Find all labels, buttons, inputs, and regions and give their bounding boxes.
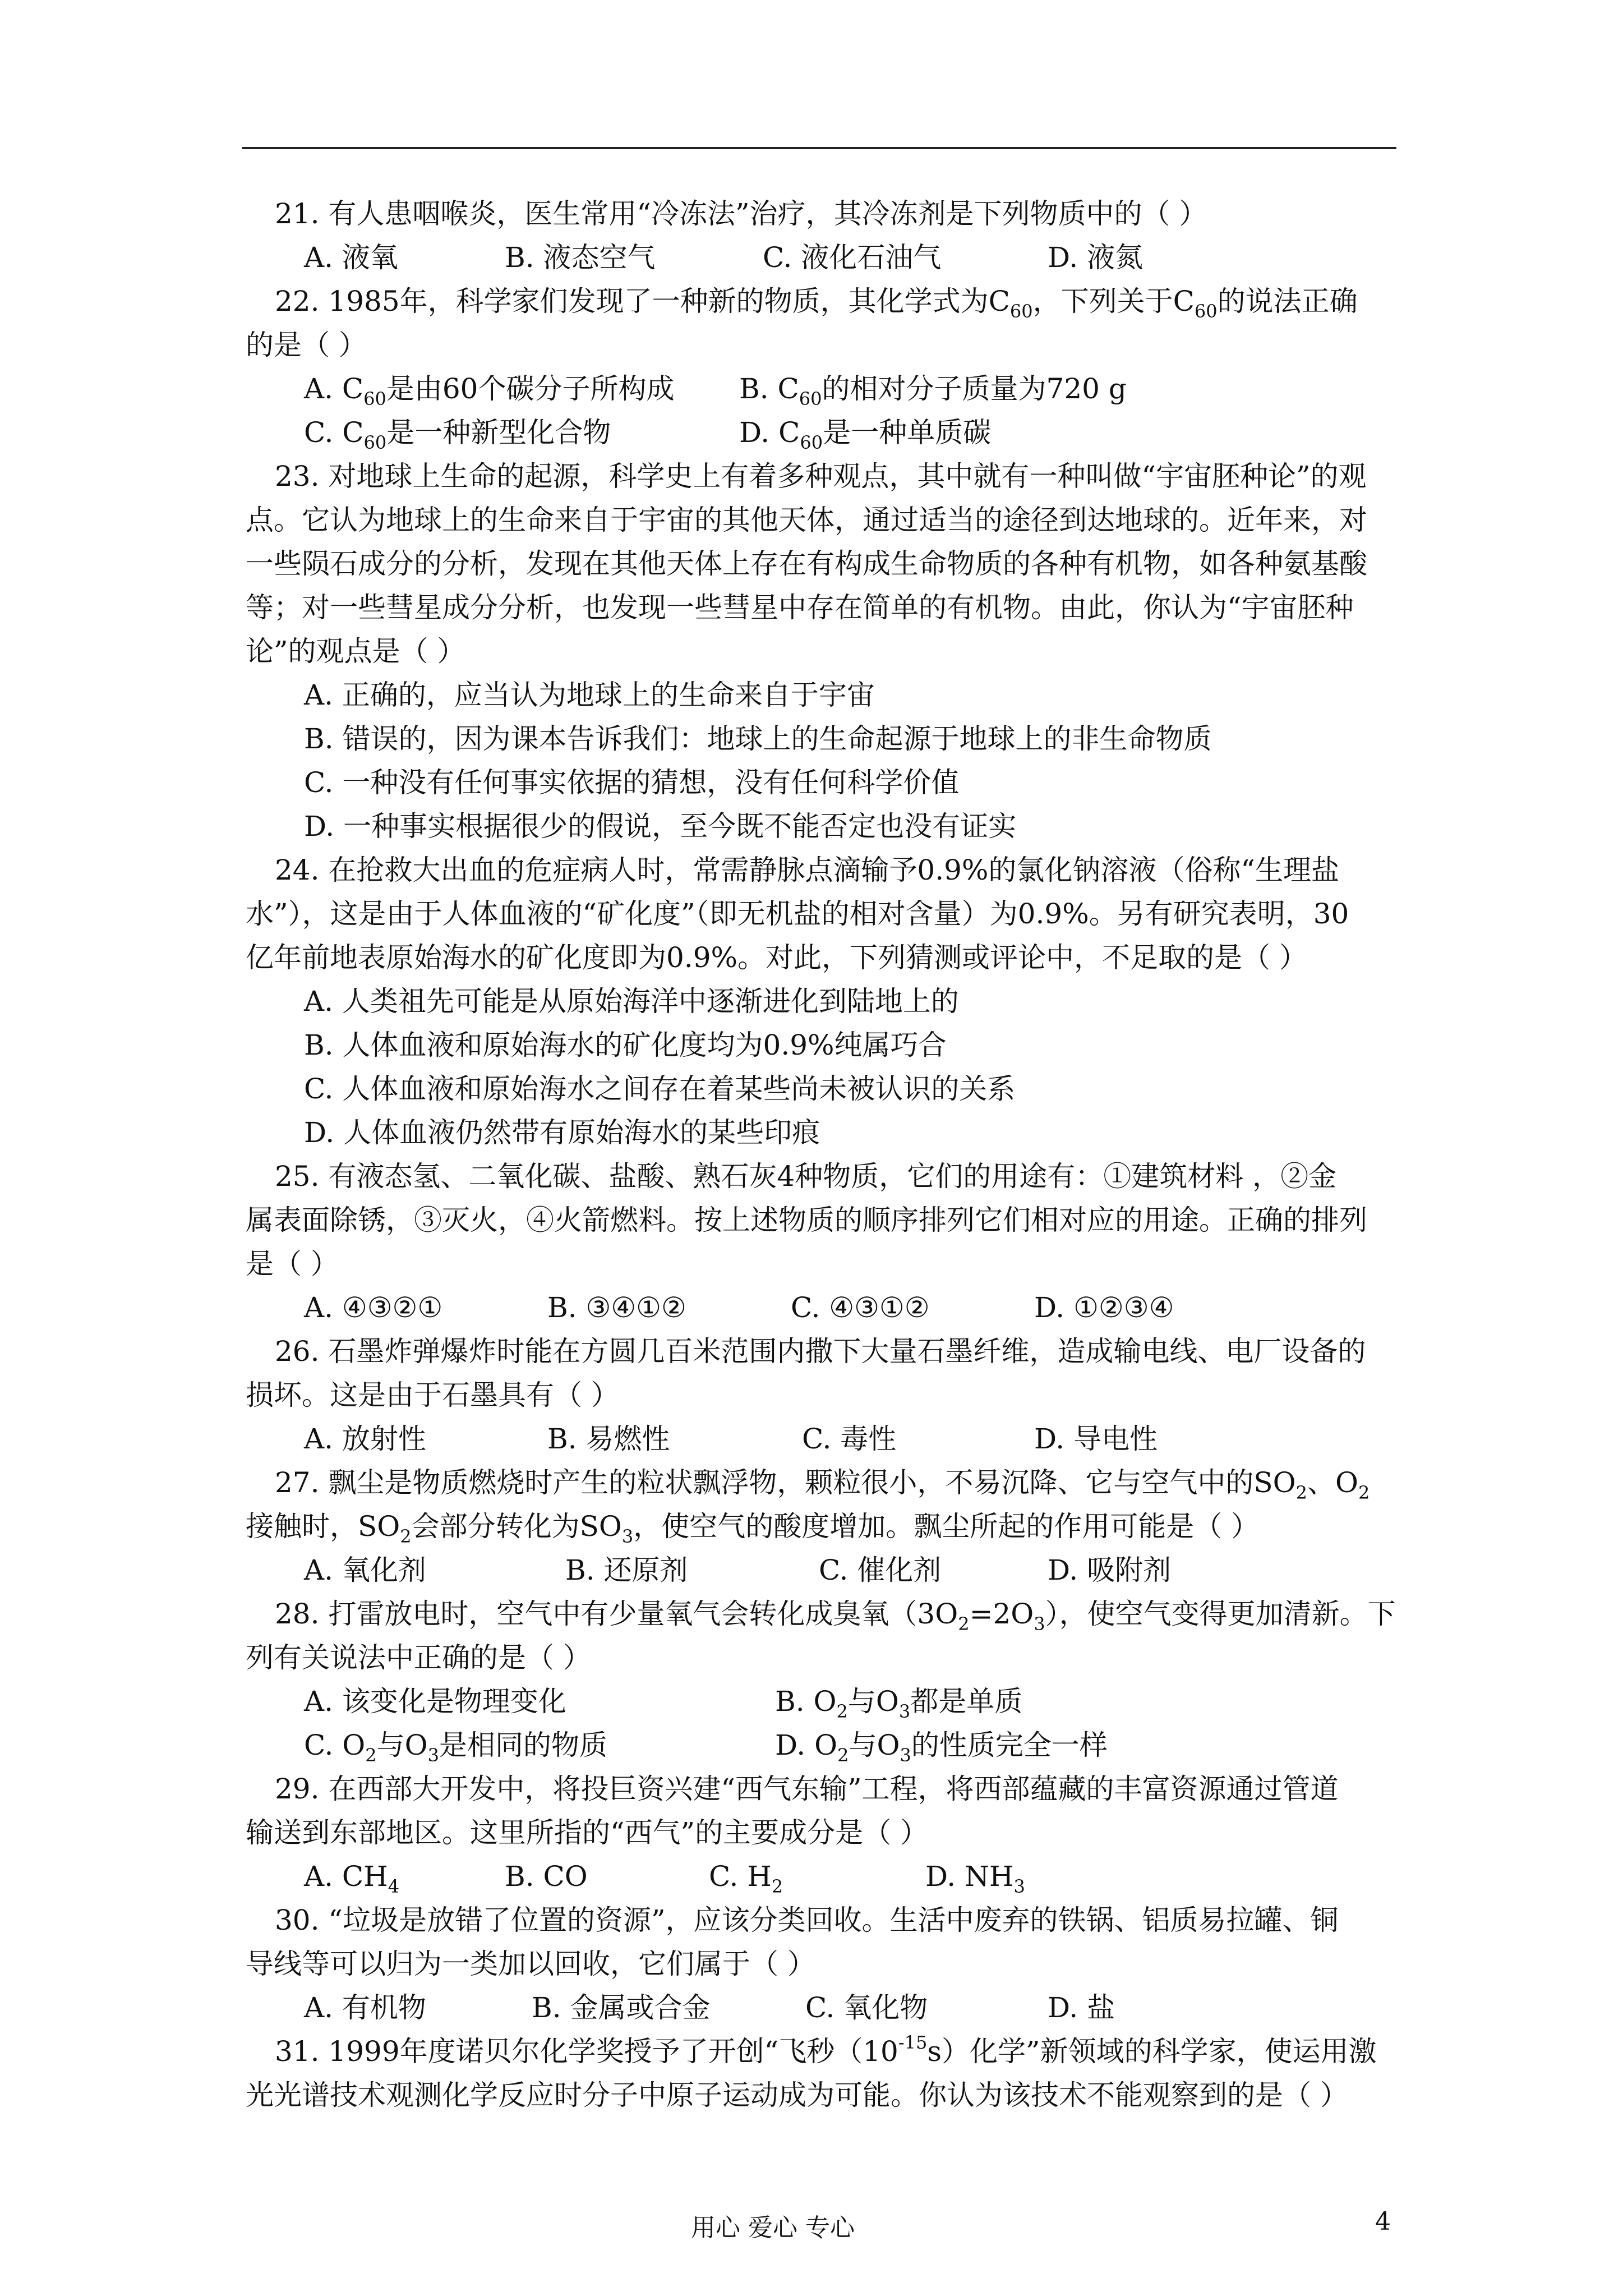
q22-option-d: D. $C_{60}$是一种单质碳 [739, 416, 992, 453]
q26-option-c: C. 毒性 [802, 1423, 897, 1455]
page-number: 4 [1375, 2207, 1391, 2236]
q25-options [246, 1286, 1423, 1329]
q30-option-c: C. 氧化物 [805, 1991, 928, 2024]
q22-text-c: 的说法正确 [1217, 285, 1358, 318]
q25-stem-line: 是（ ） [246, 1248, 339, 1280]
q29-stem-line: 29. 在西部大开发中，将投巨资兴建“西气东输”工程，将西部蕴藏的丰富资源通过管道 [275, 1773, 1339, 1805]
q30-options [246, 1986, 1423, 2030]
q23-stem-line: 一些陨石成分的分析，发现在其他天体上存在有构成生命物质的各种有机物，如各种氨基酸 [246, 547, 1367, 580]
q29-option-a: A. $CH_4$ [304, 1860, 400, 1897]
q28-option-c: C. $O_2$与$O_3$是相同的物质 [304, 1729, 607, 1766]
q22-option-c: C. $C_{60}$是一种新型化合物 [304, 416, 611, 453]
q21-option-c: C. 液化石油气 [763, 241, 942, 274]
q21-options [246, 236, 1423, 279]
q25-option-a: A. ④③②① [304, 1291, 443, 1324]
q26-option-b: B. 易燃性 [547, 1423, 670, 1455]
q31-stem-line1: 31. 1999年度诺贝尔化学奖授予了开创“飞秒$(10^{-15}s)$化学”新领域的科学家，使运用激 [275, 2032, 1377, 2068]
q22-sub: 60 [1194, 301, 1218, 322]
header-rule [242, 147, 1396, 149]
q28-option-a: A. 该变化是物理变化 [304, 1685, 566, 1718]
q23-option-b: B. 错误的，因为课本告诉我们：地球上的生命起源于地球上的非生命物质 [304, 723, 1212, 755]
q30-option-d: D. 盐 [1048, 1991, 1115, 2024]
q27-stem-line1: 27. 飘尘是物质燃烧时产生的粒状飘浮物，颗粒很小，不易沉降、它与空气中的$SO_2$、$O_2$ [275, 1466, 1370, 1503]
q27-stem-line2: 接触时，$SO_2$会部分转化为$SO_3$，使空气的酸度增加。飘尘所起的作用可能是（ ） [246, 1510, 1260, 1547]
q23-stem-line: 23. 对地球上生命的起源，科学史上有着多种观点，其中就有一种叫做“宇宙胚种论”的观 [275, 460, 1367, 493]
question-list [246, 192, 1423, 2117]
q26-stem-line: 损坏。这是由于石墨具有（ ） [246, 1379, 619, 1411]
q26-stem-line: 26. 石墨炸弹爆炸时能在方圆几百米范围内撒下大量石墨纤维，造成输电线、电厂设备的 [275, 1335, 1366, 1368]
q30-stem-line: 导线等可以归为一类加以回收，它们属于（ ） [246, 1948, 815, 1980]
q24-stem-line: 水”），这是由于人体血液的“矿化度”（即无机盐的相对含量）为0.9%。另有研究表明，30 [246, 898, 1349, 930]
q30-option-b: B. 金属或合金 [532, 1991, 711, 2024]
q23-stem-line: 等；对一些彗星成分分析，也发现一些彗星中存在简单的有机物。由此，你认为“宇宙胚种 [246, 591, 1354, 624]
q21-stem [246, 192, 1423, 236]
q23-option-d: D. 一种事实根据很少的假说，至今既不能否定也没有证实 [304, 810, 1017, 843]
q25-option-d: D. ①②③④ [1034, 1291, 1174, 1324]
q29-stem-line: 输送到东部地区。这里所指的“西气”的主要成分是（ ） [246, 1816, 929, 1849]
q28-options-row2 [246, 1723, 1423, 1767]
q24-option-d: D. 人体血液仍然带有原始海水的某些印痕 [304, 1116, 820, 1149]
footer-motto: 用心 爱心 专心 [691, 2214, 855, 2242]
q26-option-a: A. 放射性 [304, 1423, 426, 1455]
q23-stem-line: 论”的观点是（ ） [246, 635, 465, 668]
q25-stem-line: 属表面除锈，③灭火，④火箭燃料。按上述物质的顺序排列它们相对应的用途。正确的排列 [246, 1204, 1367, 1236]
q29-option-c: C. $H_2$ [709, 1860, 783, 1897]
q22-stem-line2: 的是（ ） [246, 329, 367, 361]
q25-option-c: C. ④③①② [791, 1291, 930, 1324]
q24-option-b: B. 人体血液和原始海水的矿化度均为0.9%纯属巧合 [304, 1029, 947, 1061]
q28-option-d: D. $O_2$与$O_3$的性质完全一样 [775, 1729, 1108, 1766]
q21-stem-text: 21. 有人患咽喉炎，医生常用“冷冻法”治疗，其冷冻剂是下列物质中的（ ） [275, 197, 1207, 230]
q28-stem-line2: 列有关说法中正确的是（ ） [246, 1641, 591, 1674]
q29-option-b: B. CO [505, 1860, 588, 1893]
q27-options [246, 1548, 1423, 1592]
q23-option-c: C. 一种没有任何事实依据的猜想，没有任何科学价值 [304, 766, 960, 799]
q21-option-d: D. 液氮 [1048, 241, 1144, 274]
q22-text-b: ，下列关于C [1032, 285, 1195, 318]
q26-option-d: D. 导电性 [1034, 1423, 1158, 1455]
q22-options-row2 [246, 411, 1423, 454]
q30-stem-line: 30. “垃圾是放错了位置的资源”，应该分类回收。生活中废弃的铁锅、铝质易拉罐、铜 [275, 1904, 1339, 1936]
q28-stem-line1: 28. 打雷放电时，空气中有少量氧气会转化成臭氧$(3O_2=2O_3)$，使空气变得更加清新。下 [275, 1598, 1396, 1635]
q26-options [246, 1417, 1423, 1461]
q24-stem-line: 24. 在抢救大出血的危症病人时，常需静脉点滴输予0.9%的氯化钠溶液（俗称“生理盐 [275, 854, 1339, 886]
q24-option-a: A. 人类祖先可能是从原始海洋中逐渐进化到陆地上的 [304, 985, 959, 1018]
q23-option-a: A. 正确的，应当认为地球上的生命来自于宇宙 [304, 679, 875, 711]
q27-option-d: D. 吸附剂 [1048, 1554, 1172, 1586]
q22-option-b: B. $C_{60}$的相对分子质量为720 g [739, 372, 1127, 409]
q27-option-a: A. 氧化剂 [304, 1554, 426, 1586]
page-footer [0, 2207, 1623, 2241]
q22-option-a: A. $C_{60}$是由60个碳分子所构成 [304, 372, 675, 409]
q30-option-a: A. 有机物 [304, 1991, 426, 2024]
q24-stem-line: 亿年前地表原始海水的矿化度即为0.9%。对此，下列猜测或评论中，不足取的是（ ） [246, 941, 1307, 974]
q22-stem-line1 [246, 279, 1423, 323]
q29-options [246, 1855, 1423, 1898]
q24-option-c: C. 人体血液和原始海水之间存在着某些尚未被认识的关系 [304, 1073, 1016, 1105]
q21-option-b: B. 液态空气 [505, 241, 656, 274]
q29-option-d: D. $NH_3$ [925, 1860, 1025, 1897]
q28-options-row1 [246, 1680, 1423, 1723]
q25-stem-line: 25. 有液态氢、二氧化碳、盐酸、熟石灰4种物质，它们的用途有：①建筑材料 ，②金 [275, 1160, 1337, 1193]
q21-option-a: A. 液氧 [304, 241, 398, 274]
q23-stem-line: 点。它认为地球上的生命来自于宇宙的其他天体，通过适当的途径到达地球的。近年来，对 [246, 504, 1367, 536]
q22-options-row1 [246, 367, 1423, 411]
q22-text-a: 22. 1985年，科学家们发现了一种新的物质，其化学式为C [275, 285, 1010, 318]
q22-sub: 60 [1009, 301, 1033, 322]
q27-option-c: C. 催化剂 [819, 1554, 942, 1586]
q28-option-b: B. $O_2$与$O_3$都是单质 [775, 1685, 1023, 1722]
q31-stem-line2: 光光谱技术观测化学反应时分子中原子运动成为可能。你认为该技术不能观察到的是（ ） [246, 2079, 1348, 2111]
q25-option-b: B. ③④①② [547, 1291, 686, 1324]
q27-option-b: B. 还原剂 [565, 1554, 688, 1586]
